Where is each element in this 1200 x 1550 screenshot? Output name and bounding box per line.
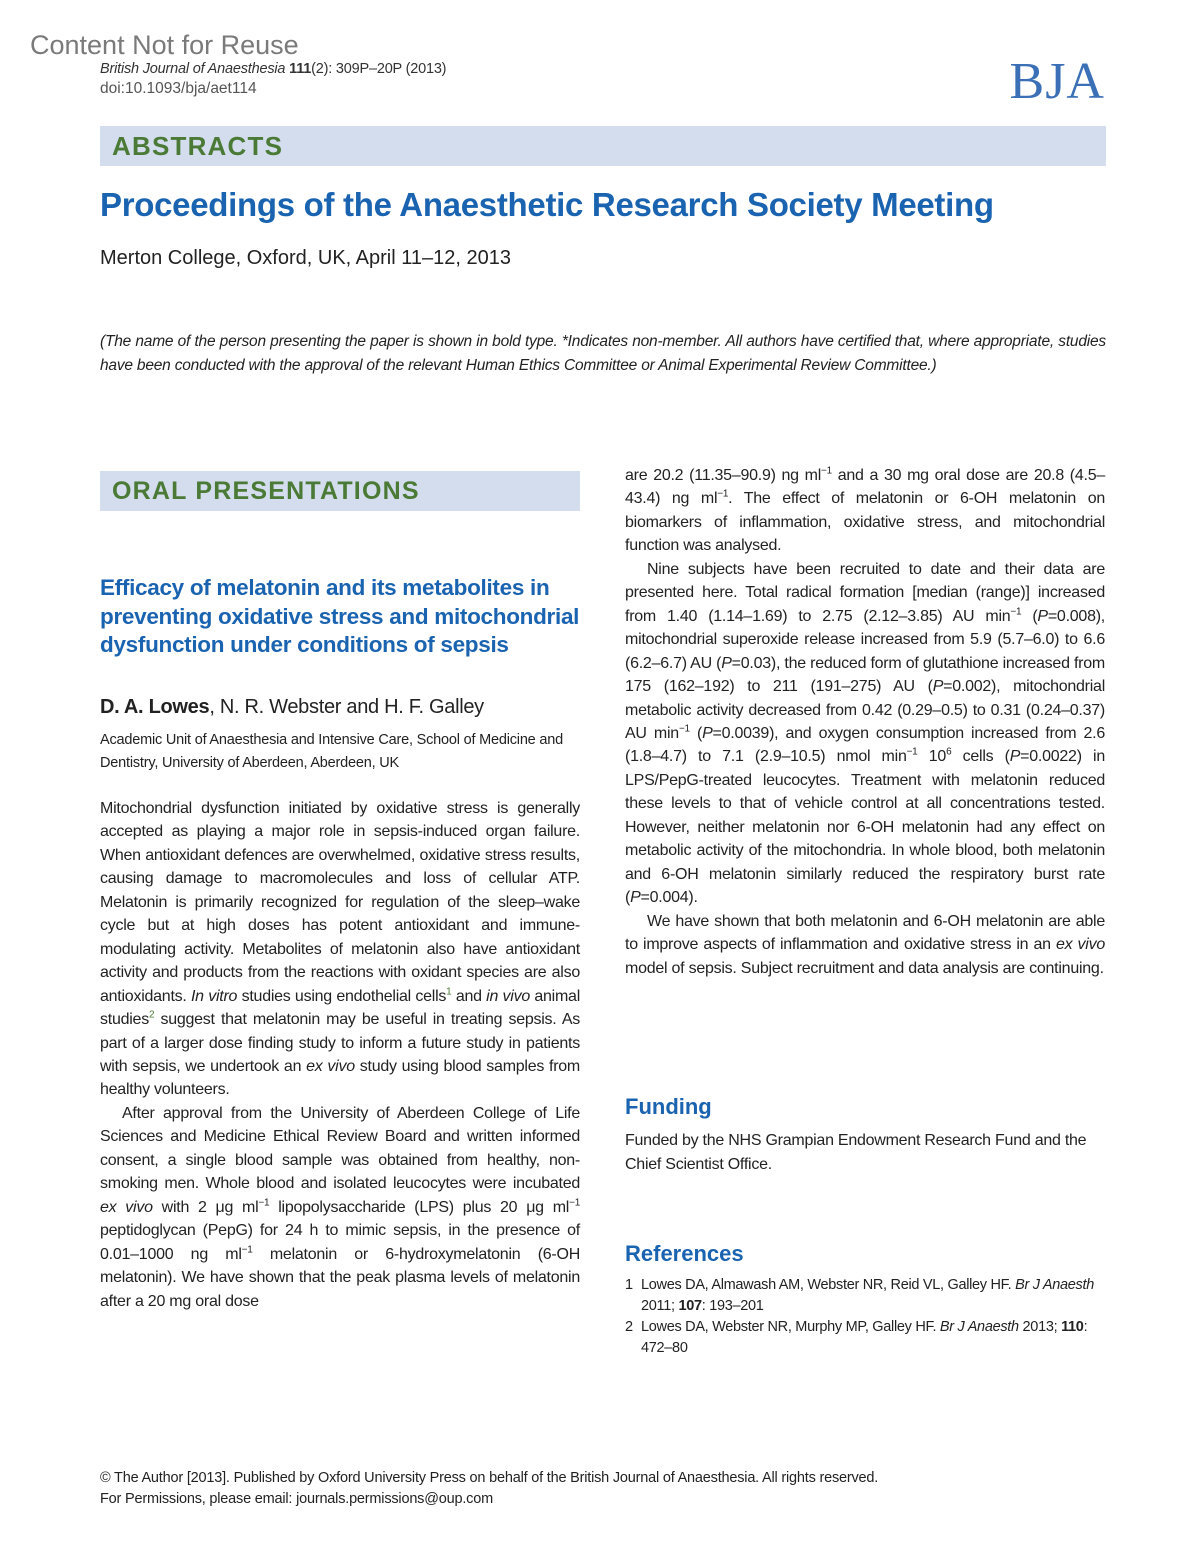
text-segment: 10 xyxy=(917,748,947,766)
paragraph xyxy=(625,910,1105,980)
text-segment: ex vivo xyxy=(1055,936,1106,954)
text-segment: 110 xyxy=(1061,1319,1084,1335)
oral-presentations-band xyxy=(100,471,580,511)
text-segment: studies using endothelial cells xyxy=(237,987,447,1005)
reference-item xyxy=(625,1317,1105,1359)
text-segment: P xyxy=(702,724,713,742)
text-segment: study using blood samples from healthy volunteers. xyxy=(100,1057,581,1099)
text-segment: model of sepsis. Subject recruitment and data analysis are continuing. xyxy=(625,959,1104,977)
reference-item xyxy=(625,1275,1105,1317)
text-segment: lipopolysaccharide (LPS) plus 20 μg ml xyxy=(269,1198,570,1216)
text-segment: P xyxy=(932,678,944,696)
text-segment: 6 xyxy=(946,747,952,759)
page-title: Proceedings of the Anaesthetic Research Society Meeting xyxy=(100,186,994,223)
text-segment: : 193–201 xyxy=(701,1298,764,1314)
copyright: © The Author [2013]. Published by Oxford University Press on behalf of the British Journal of Anaesthesia. All rights reserved. xyxy=(100,1470,879,1486)
reference-number: 1 xyxy=(625,1277,633,1293)
paragraph xyxy=(625,464,1105,558)
bja-logo: BJA xyxy=(1009,53,1105,110)
text-segment: ex vivo xyxy=(100,1198,153,1216)
text-segment: British Journal of Anaesthesia xyxy=(100,61,290,77)
text-segment: =0.03), the reduced form of glutathione increased from 175 (162–192) to 211 (191–275) AU ( xyxy=(625,654,1105,696)
references-heading: References xyxy=(625,1241,744,1266)
text-segment: We have shown that both melatonin and 6-OH melatonin are able to improve aspects of inflammation and oxidative stress in an xyxy=(625,912,1105,954)
text-segment: −1 xyxy=(569,1197,581,1209)
paragraph xyxy=(100,797,580,1102)
text-segment: Mitochondrial dysfunction initiated by oxidative stress is generally accepted as playing a major role in sepsis-induced organ failure. When antioxidant defences are overwhelmed, oxidative stress results, causing damage to macromolecules and loss of cellular ATP. Melatonin is primarily recognized for regulation of the sleep–wake cycle but at high doses has potent antioxidant and immune-modulating activity. Metabolites of melatonin also have antioxidant activity and products from the reactions with oxidant species are also antioxidants. xyxy=(100,800,580,1005)
text-segment: ( xyxy=(1021,607,1038,625)
text-segment: −1 xyxy=(678,723,690,735)
right-column-body xyxy=(625,464,1105,980)
reference-text xyxy=(641,1275,1105,1317)
text-segment: −1 xyxy=(241,1244,253,1256)
text-segment: 111 xyxy=(289,61,312,77)
funding-heading: Funding xyxy=(625,1094,712,1119)
text-segment: ex vivo xyxy=(306,1057,355,1075)
reference-text xyxy=(641,1317,1105,1359)
venue: Merton College, Oxford, UK, April 11–12, 2013 xyxy=(100,247,511,269)
text-segment: melatonin or 6-hydroxymelatonin (6-OH melatonin). We have shown that the peak plasma levels of melatonin after a 20 mg oral dose xyxy=(100,1245,581,1310)
text-segment: and a 30 mg oral dose are 20.8 (4.5–43.4) ng ml xyxy=(625,467,1105,508)
text-segment: suggest that melatonin may be useful in treating sepsis. As part of a larger dose finding study to inform a future study in patients with sepsis, we undertook an xyxy=(100,1011,580,1075)
text-segment: peptidoglycan (PepG) for 24 h to mimic sepsis, in the presence of 0.01–1000 ng ml xyxy=(100,1222,580,1263)
text-segment: =0.0039), and oxygen consumption increased from 2.6 (1.8–4.7) to 7.1 (2.9–10.5) nmol min xyxy=(625,724,1106,766)
left-column-body xyxy=(100,797,580,1313)
text-segment: =0.004). xyxy=(640,889,698,907)
text-segment: , N. R. Webster and H. F. Galley xyxy=(209,696,484,718)
text-segment: : 472–80 xyxy=(641,1319,1088,1356)
citation-superscript[interactable]: 1 xyxy=(446,986,452,998)
text-segment: P xyxy=(721,654,732,672)
text-segment: =0.0022) in LPS/PepG-treated leucocytes. Treatment with melatonin reduced these levels to that of vehicle control at all concentrations tested. However, neither melatonin nor 6-OH melatonin had any effect on metabolic activity of the mitochondria. In whole blood, both melatonin and 6-OH melatonin similarly reduced the respiratory burst rate ( xyxy=(625,748,1105,907)
text-segment: animal studies xyxy=(100,987,581,1029)
text-segment: =0.002), mitochondrial metabolic activity decreased from 0.42 (0.29–0.5) to 0.31 (0.24–0.37) AU min xyxy=(625,678,1105,742)
affiliation: Academic Unit of Anaesthesia and Intensive Care, School of Medicine and Dentistry, University of Aberdeen, Aberdeen, UK xyxy=(100,732,563,771)
text-segment: D. A. Lowes xyxy=(100,696,210,718)
text-segment: and xyxy=(451,987,487,1005)
text-segment: cells ( xyxy=(951,748,1010,766)
text-segment: −1 xyxy=(906,747,918,759)
text-segment: Br J Anaesth xyxy=(939,1319,1019,1335)
editorial-note: (The name of the person presenting the paper is shown in bold type. *Indicates non-member. All authors have certified that, where appropriate, studies have been conducted with the approval of the relevant Human Ethics Committee or Animal Experimental Review Committee.) xyxy=(100,333,1106,374)
text-segment: (2): 309P–20P (2013) xyxy=(311,61,447,77)
text-segment: 107 xyxy=(678,1298,702,1314)
doi[interactable]: doi:10.1093/bja/aet114 xyxy=(100,80,257,97)
text-segment: in vivo xyxy=(486,987,530,1005)
text-segment: are 20.2 (11.35–90.9) ng ml xyxy=(625,467,822,484)
permissions: For Permissions, please email: journals.permissions@oup.com xyxy=(100,1491,493,1507)
text-segment: −1 xyxy=(1010,606,1022,618)
authors xyxy=(100,696,484,719)
text-segment: Nine subjects have been recruited to date and their data are presented here. Total radical formation [median (range)] increased from 1.40 (1.14–1.69) to 2.75 (2.12–3.85) AU min xyxy=(625,560,1105,625)
paragraph xyxy=(100,1102,580,1313)
text-segment: with 2 μg ml xyxy=(152,1198,259,1216)
text-segment: Br J Anaesth xyxy=(1015,1277,1094,1293)
text-segment: Lowes DA, Webster NR, Murphy MP, Galley HF. xyxy=(641,1319,940,1335)
text-segment: P xyxy=(1009,748,1021,766)
text-segment: 2013; xyxy=(1018,1319,1062,1335)
references-list xyxy=(625,1275,1105,1359)
text-segment: P xyxy=(1037,607,1048,625)
section-label: ORAL PRESENTATIONS xyxy=(112,477,420,505)
text-segment: ( xyxy=(689,724,703,742)
journal-citation xyxy=(100,61,446,77)
abstract-title: Efficacy of melatonin and its metabolites in preventing oxidative stress and mitochondrial dysfunction under conditions of sepsis xyxy=(100,575,580,657)
text-segment: After approval from the University of Aberdeen College of Life Sciences and Medicine Ethical Review Board and written informed consent, a single blood sample was obtained from healthy, non-smoking men. Whole blood and isolated leucocytes were incubated xyxy=(100,1104,580,1193)
section-label: ABSTRACTS xyxy=(112,131,284,161)
citation-superscript[interactable]: 2 xyxy=(148,1009,155,1021)
text-segment: . The effect of melatonin or 6-OH melatonin on biomarkers of inflammation, oxidative stress, and mitochondrial function was analysed. xyxy=(625,490,1105,555)
text-segment: −1 xyxy=(717,489,729,501)
funding-text: Funded by the NHS Grampian Endowment Research Fund and the Chief Scientist Office. xyxy=(625,1132,1087,1173)
text-segment: 2011; xyxy=(641,1298,679,1314)
watermark: Content Not for Reuse xyxy=(30,30,299,60)
footer xyxy=(100,1468,878,1510)
text-segment: P xyxy=(630,889,641,907)
text-segment: Lowes DA, Almawash AM, Webster NR, Reid VL, Galley HF. xyxy=(641,1277,1016,1293)
abstracts-band xyxy=(100,126,1106,166)
text-segment: −1 xyxy=(258,1197,270,1209)
reference-number: 2 xyxy=(625,1319,633,1335)
text-segment: =0.008), mitochondrial superoxide release increased from 5.9 (5.7–6.0) to 6.6 (6.2–6.7) AU ( xyxy=(625,607,1105,672)
text-segment: −1 xyxy=(821,465,832,477)
text-segment: In vitro xyxy=(190,987,238,1005)
paragraph xyxy=(625,558,1105,910)
